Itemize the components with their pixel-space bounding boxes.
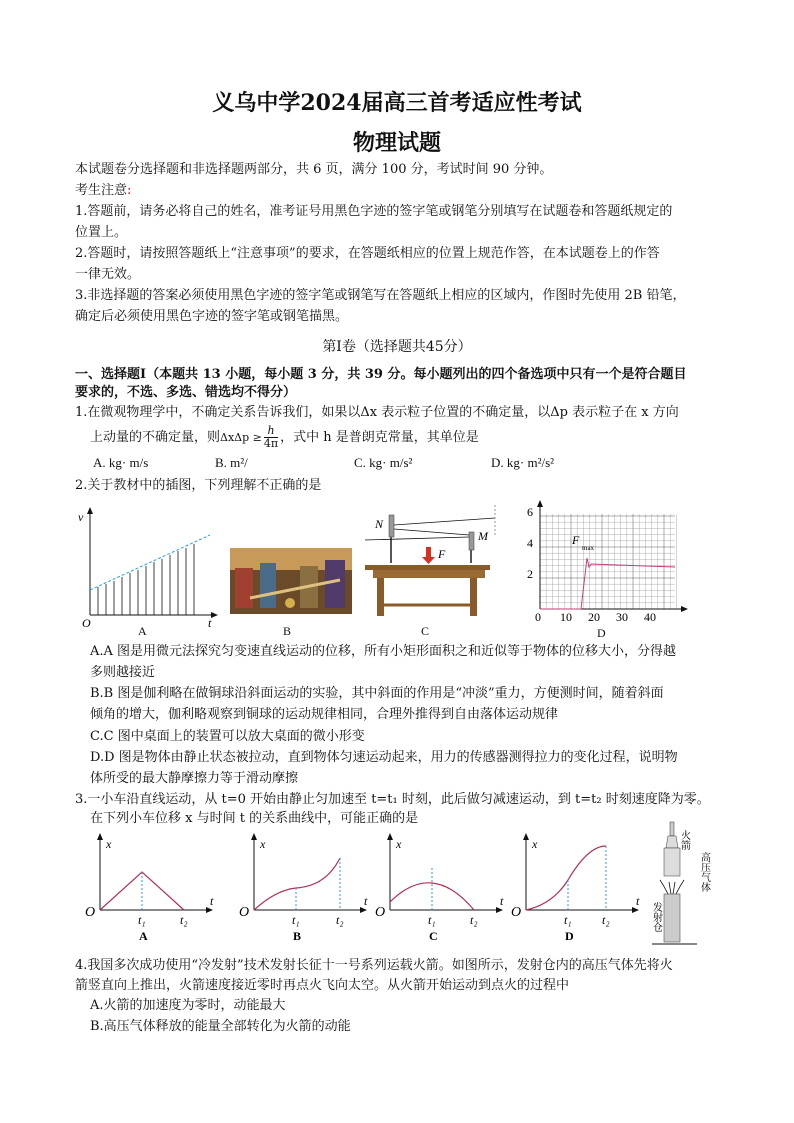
- rocket-body: [664, 848, 680, 876]
- x-tick-0: 0: [535, 610, 541, 624]
- figure-b-galileo-painting: [230, 548, 352, 614]
- t-axis-label: t: [208, 616, 212, 630]
- q1-option-a[interactable]: A. kg· m/s: [93, 455, 149, 470]
- fraction-denominator: 4π: [263, 437, 279, 450]
- y-tick-4: 4: [527, 536, 533, 550]
- t-axis-label: t: [500, 894, 504, 908]
- q2-option-a-line1[interactable]: A.A 图是用微元法探究匀变速直线运动的位移，所有小矩形面积之和近似等于物体的位移大小，分得越: [90, 644, 677, 659]
- origin-label: O: [239, 905, 250, 920]
- note-2-line2: 一律无效。: [75, 267, 141, 282]
- t1-label: t₁: [428, 913, 436, 927]
- q1-option-d[interactable]: D. kg· m²/s²: [491, 455, 555, 470]
- origin-label: O: [375, 905, 386, 920]
- figure-d-caption: D: [597, 626, 606, 640]
- q4-stem-line1: 4.我国多次成功使用“冷发射”技术发射长征十一号系列运载火箭。如图所示，发射仓内的高压气体先将火: [75, 958, 673, 973]
- graph-caption: A: [139, 929, 148, 943]
- intro-summary: 本试题卷分选择题和非选择题两部分，共 6 页，满分 100 分，考试时间 90 分钟。: [75, 162, 553, 177]
- note-3-line2: 确定后必须使用黑色字迹的签字笔或钢笔描黑。: [75, 309, 349, 324]
- graph-caption: B: [293, 929, 302, 943]
- q3-graph-c: [372, 832, 512, 944]
- figure-b-caption: B: [283, 624, 292, 638]
- x-tick-20: 20: [588, 610, 600, 624]
- section-heading-line2: 要求的，不选、多选、错选均不得分）: [75, 385, 297, 400]
- mirror-n-label: N: [375, 517, 384, 531]
- q4-stem-line2: 箭竖直向上推出，火箭速度接近零时再点火飞向太空。从火箭开始运动到点火的过程中: [75, 978, 570, 993]
- q3-stem-line2: 在下列小车位移 x 与时间 t 的关系曲线中，可能正确的是: [90, 811, 419, 826]
- rectangle-strips: [98, 544, 194, 615]
- t2-label: t₂: [470, 913, 478, 927]
- gas-arrows: [660, 880, 684, 894]
- mirror-m-label: M: [478, 529, 488, 543]
- launch-silo: [664, 894, 680, 942]
- graph-caption: C: [429, 929, 438, 943]
- force-f-label: F: [438, 547, 446, 561]
- volume-title: 第Ⅰ卷（选择题共45分）: [322, 339, 472, 355]
- origin-label: O: [82, 616, 91, 630]
- note-1-line2: 位置上。: [75, 225, 128, 240]
- q1-stem-line1: 1.在微观物理学中，不确定关系告诉我们，如果以Δx 表示粒子位置的不确定量，以Δp 表示粒子在 x 方向: [75, 405, 679, 420]
- note-1-line1: 1.答题前，请务必将自己的姓名，准考证号用黑色字迹的签字笔或钢笔分别填写在试题卷和答题纸规定的: [75, 204, 673, 219]
- q3-graph-d: [508, 832, 648, 944]
- q2-option-d-line1[interactable]: D.D 图是物体由静止状态被拉动，直到物体匀速运动起来，用力的传感器测得拉力的变化过程，说明物: [90, 750, 678, 765]
- q2-option-b-line2[interactable]: 倾角的增大，伽利略观察到铜球的运动规律相同，合理外推得到自由落体运动规律: [90, 707, 559, 722]
- t-axis-label: t: [210, 894, 214, 908]
- x-tick-10: 10: [560, 610, 572, 624]
- t2-label: t₂: [336, 913, 344, 927]
- y-tick-2: 2: [527, 567, 533, 581]
- x-axis-label: x: [106, 837, 112, 851]
- fmax-label: F: [572, 533, 580, 547]
- figure-c-table-mirror-setup: [365, 500, 495, 618]
- exam-title: 义乌中学2024届高三首考适应性考试: [212, 90, 582, 116]
- q4-option-a[interactable]: A.火箭的加速度为零时，动能最大: [90, 998, 286, 1013]
- x-axis-label: x: [396, 837, 402, 851]
- t2-label: t₂: [602, 913, 610, 927]
- q2-stem: 2.关于教材中的插图，下列理解不正确的是: [75, 478, 322, 493]
- gas-label: 高压气体: [698, 852, 710, 892]
- x-tick-30: 30: [616, 610, 628, 624]
- q2-option-b-line1[interactable]: B.B 图是伽利略在做铜球沿斜面运动的实验，其中斜面的作用是“冲淡”重力，方便测时间，随着斜面: [90, 686, 664, 701]
- q2-option-d-line2[interactable]: 体所受的最大静摩擦力等于滑动摩擦: [90, 771, 299, 786]
- velocity-line: [90, 535, 210, 590]
- q2-option-c[interactable]: C.C 图中桌面上的装置可以放大桌面的微小形变: [90, 729, 365, 744]
- notice-heading: [75, 182, 131, 200]
- rocket-label: 火箭: [678, 830, 690, 850]
- t-axis-label: t: [364, 894, 368, 908]
- figure-c-caption: C: [421, 624, 430, 638]
- fraction-numerator: h: [264, 425, 278, 438]
- origin-label: O: [85, 905, 96, 920]
- q1-text-post: ，式中 h 是普朗克常量，其单位是: [280, 430, 479, 445]
- x-tick-40: 40: [644, 610, 656, 624]
- exam-subtitle: 物理试题: [352, 130, 441, 156]
- q1-option-b[interactable]: B. m²/: [215, 455, 248, 470]
- t1-label: t₁: [292, 913, 300, 927]
- q3-graph-a: [82, 832, 222, 944]
- x-axis-label: x: [532, 837, 538, 851]
- fmax-subscript: max: [582, 544, 595, 552]
- q4-option-b[interactable]: B.高压气体释放的能量全部转化为火箭的动能: [90, 1019, 351, 1034]
- section-heading-line1: 一、选择题Ⅰ（本题共 13 小题，每小题 3 分，共 39 分。每小题列出的四个备选项中只有一个是符合题目: [75, 367, 687, 382]
- t-axis-label: t: [636, 894, 640, 908]
- q1-stem-line2: [90, 424, 479, 452]
- t1-label: t₁: [138, 913, 146, 927]
- force-arrow: [426, 547, 431, 557]
- figure-a-vt-graph: [78, 505, 220, 630]
- figure-d-force-time-graph: [525, 500, 695, 624]
- figure-a-caption: A: [138, 624, 147, 638]
- origin-label: O: [511, 905, 522, 920]
- y-tick-6: 6: [527, 505, 533, 519]
- displacement-curve: [526, 846, 606, 910]
- notice-label: 考生注意: [75, 183, 128, 198]
- rocket-launch-figure: [652, 822, 722, 950]
- q2-option-a-line2[interactable]: 多则越接近: [90, 665, 156, 680]
- q3-stem-line1: 3.一小车沿直线运动，从 t=0 开始由静止匀加速至 t=t₁ 时刻，此后做匀减速运动，到 t=t₂ 时刻速度降为零。: [75, 792, 710, 807]
- q1-formula-lhs: ΔxΔp ≥: [220, 431, 262, 444]
- q3-graph-b: [236, 832, 376, 944]
- note-2-line1: 2.答题时，请按照答题纸上“注意事项”的要求，在答题纸相应的位置上规范作答，在本试题卷上的作答: [75, 246, 660, 261]
- t2-label: t₂: [180, 913, 188, 927]
- note-3-line1: 3.非选择题的答案必须使用黑色字迹的签字笔或钢笔写在答题纸上相应的区域内，作图时先使用 2B 铅笔，: [75, 288, 686, 303]
- notice-colon: :: [127, 183, 132, 198]
- v-axis-label: v: [78, 510, 84, 524]
- x-axis-label: x: [260, 837, 266, 851]
- t1-label: t₁: [564, 913, 572, 927]
- silo-label: 发射仓: [650, 902, 662, 932]
- q1-option-c[interactable]: C. kg· m/s²: [354, 455, 413, 470]
- q1-text: 上动量的不确定量，则: [90, 430, 221, 445]
- graph-caption: D: [565, 929, 574, 943]
- displacement-curve: [254, 858, 340, 910]
- q1-formula-fraction: [264, 425, 278, 450]
